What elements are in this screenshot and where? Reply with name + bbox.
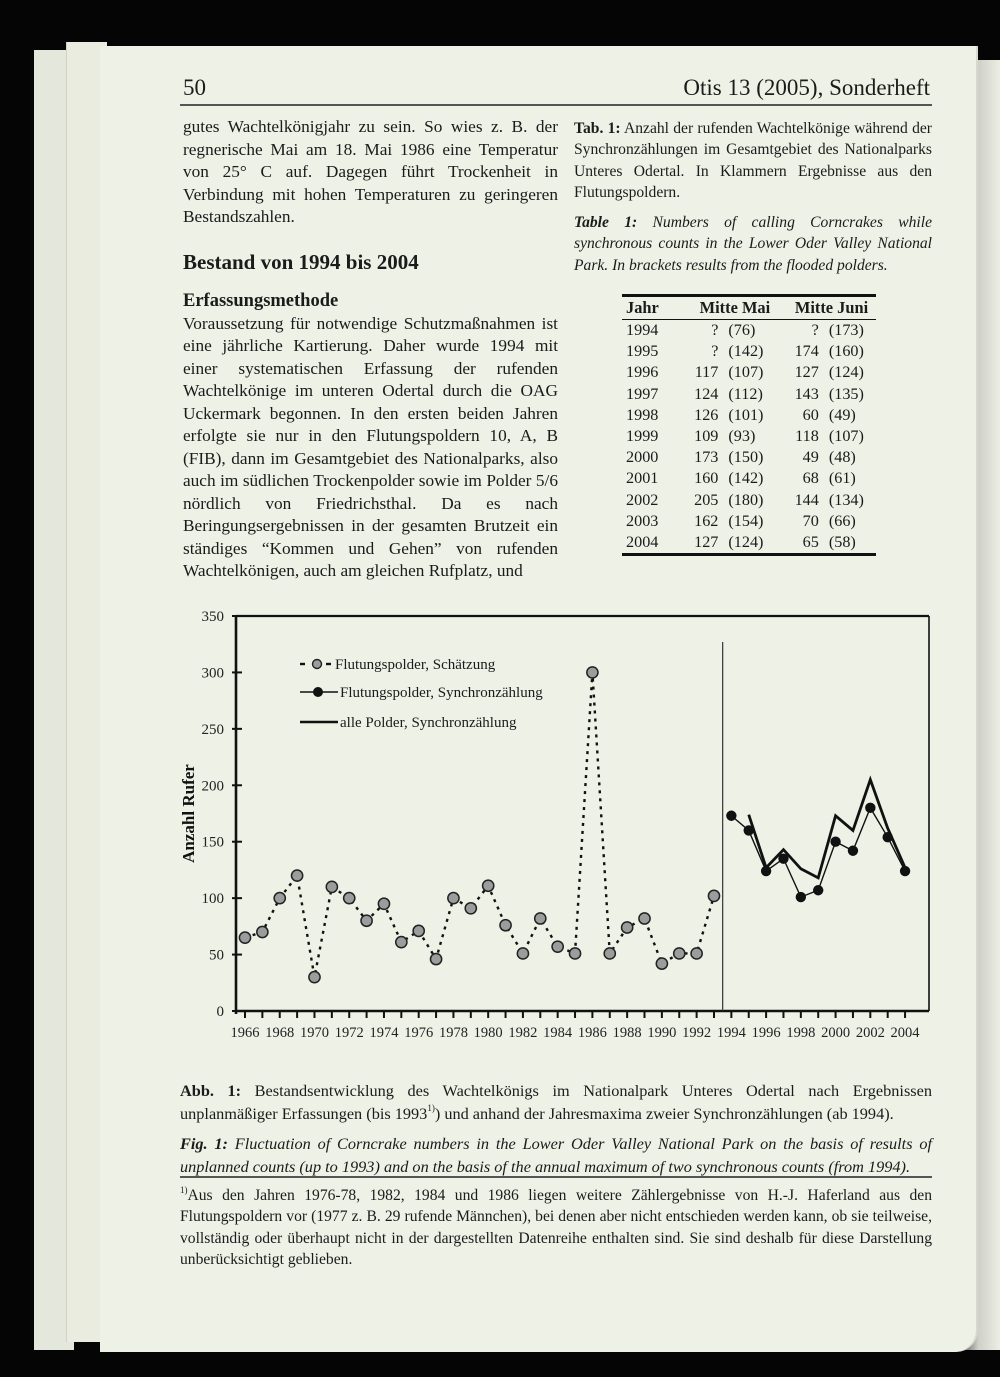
y-tick-label: 150 [201, 834, 224, 851]
x-tick-label: 1992 [682, 1025, 712, 1041]
table-cell-mai-polder: (180) [728, 490, 764, 509]
data-point-flooded-sync [813, 885, 823, 895]
data-point-estimate [604, 948, 615, 959]
table-caption [574, 118, 932, 285]
table-cell-juni-polder: (134) [828, 490, 864, 509]
x-tick-label: 2004 [890, 1025, 920, 1041]
data-point-estimate [483, 880, 494, 891]
figure-caption-en [180, 1133, 932, 1178]
data-point-estimate [378, 898, 389, 909]
data-point-estimate [674, 948, 685, 959]
table-row [622, 341, 876, 362]
data-point-estimate [500, 920, 511, 931]
data-point-estimate [413, 925, 424, 936]
x-tick-label: 1994 [716, 1025, 746, 1041]
data-point-estimate [257, 926, 268, 937]
table-row [622, 362, 876, 383]
page-number: 50 [183, 75, 206, 100]
data-point-estimate [239, 932, 250, 943]
table-cell-juni: 118 [795, 426, 819, 445]
body-paragraph: Voraussetzung für notwendige Schutzmaßnahmen ist eine jährliche Kartierung. Daher wurde 1994 mit einer systematischen Erfassung der rufenden Wachtelkönige im unteren Odertal durch die OAG Uckermark begonnen. In den ersten beiden Jahren erfolgte sie nur in den Flutungspoldern 10, A, B (FIB), dann im Gesamtgebiet des Nationalparks, also auch im südlichen Trockenpolder sowie im Polder 5/6 nördlich von Friedrichsthal. Da es nach Beringungsergebnissen in der gesamten Brutzeit ein ständiges “Kommen und Gehen” von rufenden Wachtelkönigen, auch am gleichen Rufplatz, und [183, 313, 558, 580]
table-cell-year: 2000 [626, 448, 659, 467]
y-tick-label: 100 [201, 891, 224, 908]
legend-label: alle Polder, Synchronzählung [340, 715, 517, 731]
intro-paragraph: gutes Wachtelkönigjahr zu sein. So wies z. B. der regnerische Mai am 18. Mai 1986 eine Temperatur von 25° C auf. Dagegen führt Trockenheit in Verbindung mit hohen Temperaturen zu geringeren Bestandszahlen. [183, 117, 558, 226]
table-cell-juni-polder: (107) [828, 426, 864, 445]
x-tick-label: 1990 [647, 1025, 677, 1041]
footnote-marker: 1) [427, 1102, 435, 1113]
table-cell-year: 1999 [626, 426, 659, 445]
data-point-flooded-sync [848, 846, 858, 856]
table-cell-mai-polder: (112) [728, 384, 763, 403]
x-tick-label: 1974 [369, 1025, 399, 1041]
figure-caption-en-text: Fluctuation of Corncrake numbers in the Lower Oder Valley National Park on the basis of results of unplanned counts (up to 1993) and on the basis of the annual maximum of two synchronous counts (from 1994). [180, 1134, 933, 1176]
x-tick-label: 1976 [404, 1025, 434, 1041]
table-cell-year: 2002 [626, 490, 659, 509]
x-tick-label: 1972 [334, 1025, 364, 1041]
legend-grey-circle-icon [313, 660, 322, 669]
x-tick-label: 1982 [508, 1025, 538, 1041]
population-chart [170, 600, 940, 1070]
table-caption-de-text: Anzahl der rufenden Wachtelkönige während der Synchronzählungen im Gesamtgebiet des Nationalparks Unteres Odertal. In Klammern Ergebnisse aus den Flutungspoldern. [574, 120, 932, 201]
table-header-row [622, 297, 876, 320]
data-point-estimate [569, 948, 580, 959]
table-cell-mai: 126 [694, 405, 719, 424]
table-cell-mai: 205 [694, 490, 719, 509]
table-cell-mai: 117 [694, 363, 719, 382]
data-point-flooded-sync [778, 853, 788, 863]
footnote-marker: 1) [180, 1185, 188, 1195]
table-cell-mai-polder: (154) [728, 511, 764, 530]
y-tick-label: 50 [209, 947, 224, 964]
data-point-estimate [535, 913, 546, 924]
x-tick-label: 1966 [230, 1025, 260, 1041]
table-cell-year: 1995 [626, 342, 659, 361]
data-point-estimate [656, 958, 667, 969]
table-cell-mai-polder: (150) [728, 448, 764, 467]
x-tick-label: 2002 [855, 1025, 885, 1041]
data-point-estimate [361, 915, 372, 926]
legend-label: Flutungspolder, Schätzung [335, 657, 496, 673]
data-point-estimate [448, 893, 459, 904]
data-point-flooded-sync [796, 892, 806, 902]
data-point-flooded-sync [761, 866, 771, 876]
series-flooded-sync-line [731, 808, 905, 897]
series-all-polders-line [749, 780, 905, 878]
table-cell-juni: 127 [794, 363, 819, 382]
table-header-jahr: Jahr [626, 298, 659, 317]
table-row [622, 405, 876, 426]
table-cell-mai-polder: (124) [728, 532, 764, 551]
data-point-flooded-sync [865, 803, 875, 813]
table-row [622, 490, 876, 511]
data-point-estimate [326, 881, 337, 892]
data-point-flooded-sync [900, 866, 910, 876]
table-cell-year: 2001 [626, 469, 659, 488]
y-tick-label: 0 [216, 1004, 224, 1020]
data-point-estimate [430, 953, 441, 964]
figure-caption [180, 1080, 932, 1186]
table-header-mitte-juni: Mitte Juni [794, 298, 869, 317]
table-cell-juni: 144 [794, 490, 819, 509]
table-cell-mai: ? [711, 321, 719, 339]
table-cell-mai: 127 [694, 532, 719, 551]
figure-caption-de-label: Abb. 1: [180, 1081, 242, 1100]
y-tick-label: 200 [201, 778, 224, 795]
table-cell-year: 2003 [626, 511, 659, 530]
table-cell-year: 1996 [626, 363, 659, 382]
table-cell-juni-polder: (48) [828, 448, 856, 467]
x-tick-label: 1970 [299, 1025, 329, 1041]
running-header: Otis 13 (2005), Sonderheft [683, 75, 930, 100]
table-cell-mai: 124 [694, 384, 719, 403]
table-cell-mai-polder: (76) [728, 321, 756, 339]
data-table [622, 294, 876, 556]
legend-black-dot-icon [313, 687, 323, 697]
x-tick-label: 1980 [473, 1025, 503, 1041]
table-cell-juni-polder: (61) [828, 469, 856, 488]
table-cell-mai-polder: (93) [728, 426, 756, 445]
y-tick-label: 300 [201, 665, 224, 682]
table-cell-juni-polder: (135) [828, 384, 864, 403]
data-point-estimate [517, 948, 528, 959]
footnote-text: Aus den Jahren 1976-78, 1982, 1984 und 1986 liegen weitere Zählergebnisse von H.-J. Haferland aus den Flutungspoldern vor (1977 z. B. 29 rufende Männchen), bei denen aber nicht entschieden werden kann, ob sie teilweise, vollständig oder überhaupt nicht in der dargestellten Datenreihe enthalten sind. Sie sind deshalb für diese Darstellung unberücksichtigt geblieben. [180, 1187, 932, 1268]
figure-caption-de-text: Bestandsentwicklung des Wachtelkönigs im Nationalpark Unteres Odertal nach Ergebnissen unplanmäßiger Erfassungen (bis 1993 [180, 1081, 932, 1123]
table-header-mitte-mai: Mitte Mai [699, 298, 771, 317]
data-point-flooded-sync [726, 811, 736, 821]
data-point-flooded-sync [830, 837, 840, 847]
table-cell-juni-polder: (58) [828, 532, 856, 551]
table-cell-juni: 174 [794, 342, 819, 361]
x-tick-label: 1968 [265, 1025, 295, 1041]
table-cell-juni: 70 [802, 511, 819, 530]
table-cell-mai: 173 [694, 448, 719, 467]
table-caption-de-label: Tab. 1: [574, 120, 621, 137]
data-point-estimate [639, 913, 650, 924]
data-point-estimate [587, 667, 598, 678]
table-cell-juni: 65 [802, 532, 819, 551]
x-tick-label: 1984 [543, 1025, 573, 1041]
footnote-rule [180, 1176, 932, 1178]
data-point-estimate [465, 903, 476, 914]
data-point-estimate [274, 893, 285, 904]
data-point-flooded-sync [744, 825, 754, 835]
table-cell-juni: 60 [802, 405, 819, 424]
table-row [622, 468, 876, 489]
section-heading: Bestand von 1994 bis 2004 [183, 249, 419, 274]
table-cell-juni-polder: (160) [828, 342, 864, 361]
y-tick-label: 250 [201, 721, 224, 738]
y-tick-label: 350 [201, 609, 224, 625]
figure-caption-de [180, 1080, 932, 1125]
table-cell-mai: ? [711, 342, 719, 361]
table-cell-year: 1997 [626, 384, 659, 403]
x-tick-label: 1978 [438, 1025, 468, 1041]
data-point-estimate [292, 870, 303, 881]
table-caption-en-label: Table 1: [574, 214, 638, 232]
x-tick-label: 2000 [821, 1025, 851, 1041]
table-cell-juni: 143 [794, 384, 819, 403]
table-cell-mai-polder: (142) [728, 342, 764, 361]
table-row [622, 426, 876, 447]
data-point-estimate [708, 890, 719, 901]
table-row [622, 384, 876, 405]
table-row [622, 447, 876, 468]
table-caption-en [574, 212, 932, 276]
table-cell-mai: 162 [694, 511, 719, 530]
table-cell-year: 1998 [626, 405, 659, 424]
figure-caption-en-label: Fig. 1: [180, 1134, 228, 1153]
y-axis-label: Anzahl Rufer [179, 764, 198, 863]
header-rule [180, 104, 932, 106]
x-tick-label: 1988 [612, 1025, 642, 1041]
table-cell-juni-polder: (66) [828, 511, 856, 530]
footnote [180, 1185, 932, 1270]
table-caption-de [574, 118, 932, 203]
data-point-estimate [552, 941, 563, 952]
table-row [622, 532, 876, 553]
table-cell-mai: 109 [694, 426, 719, 445]
data-point-estimate [622, 922, 633, 933]
figure-caption-de-text-end: ) und anhand der Jahresmaxima zweier Synchronzählungen (ab 1994). [434, 1103, 894, 1123]
data-point-estimate [396, 937, 407, 948]
table-row [622, 320, 876, 341]
table-caption-en-text: Numbers of calling Corncrakes while synchronous counts in the Lower Oder Valley National Park. In brackets results from the flooded polders. [574, 214, 932, 274]
table-cell-juni-polder: (49) [828, 405, 856, 424]
subheading: Erfassungsmethode [183, 290, 339, 311]
table-row [622, 511, 876, 532]
left-column [183, 116, 558, 583]
table-cell-year: 2004 [626, 532, 659, 551]
table-cell-mai-polder: (142) [728, 469, 764, 488]
x-tick-label: 1998 [786, 1025, 816, 1041]
data-point-flooded-sync [882, 832, 892, 842]
table-cell-mai-polder: (107) [728, 363, 764, 382]
table-cell-juni: 68 [802, 469, 819, 488]
x-tick-label: 1996 [751, 1025, 781, 1041]
data-point-estimate [344, 893, 355, 904]
table-cell-year: 1994 [626, 321, 659, 339]
data-point-estimate [309, 972, 320, 983]
x-tick-label: 1986 [577, 1025, 607, 1041]
table-cell-mai: 160 [694, 469, 719, 488]
data-point-estimate [691, 948, 702, 959]
table-cell-mai-polder: (101) [728, 405, 764, 424]
table-body [622, 320, 876, 553]
table-cell-juni: ? [811, 321, 819, 339]
legend-label: Flutungspolder, Synchronzählung [340, 685, 543, 701]
table-cell-juni: 49 [802, 448, 819, 467]
table-cell-juni-polder: (173) [828, 321, 864, 339]
table-cell-juni-polder: (124) [828, 363, 864, 382]
